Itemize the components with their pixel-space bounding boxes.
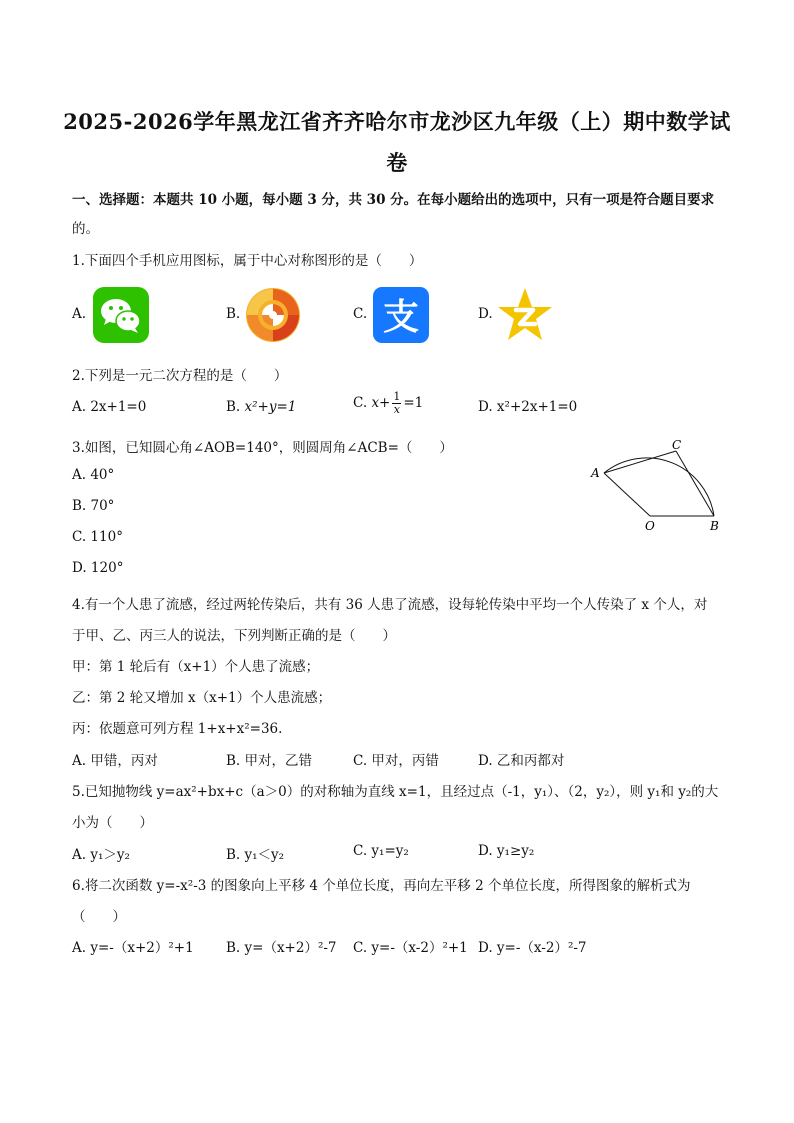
- circle-angle-figure: [588, 436, 728, 532]
- question-4-stem-continued: 于甲、乙、丙三人的说法，下列判断正确的是（ ）: [72, 628, 396, 644]
- question-2-stem: 2.下列是一元二次方程的是（ ）: [72, 368, 288, 384]
- point-b-label: B: [710, 519, 719, 532]
- wechat-icon: [92, 286, 150, 344]
- q6-option-a: A. y=-（x+2）²+1: [72, 940, 194, 956]
- q4-option-c: C. 甲对，丙错: [353, 753, 439, 769]
- section-heading-continued: 的。: [72, 221, 99, 237]
- q2-option-b: B. x²+y=1: [226, 399, 297, 415]
- q6-option-d: D. y=-（x-2）²-7: [478, 940, 587, 956]
- swirl-icon: [244, 286, 302, 344]
- q1-option-b-label: B.: [226, 306, 241, 322]
- section-heading: 一、选择题：本题共 10 小题，每小题 3 分，共 30 分。在每小题给出的选项中，只有一项是符合题目要求: [72, 192, 715, 208]
- q1-option-c-label: C.: [353, 306, 368, 322]
- question-4-stem: 4.有一个人患了流感，经过两轮传染后，共有 36 人患了流感，设每轮传染中平均一个人传染了 x 个人，对: [72, 597, 708, 613]
- point-o-label: O: [645, 519, 655, 532]
- question-6-stem-continued: （ ）: [72, 909, 126, 925]
- q5-option-a: A. y₁＞y₂: [72, 847, 130, 863]
- fraction: $\frac{1}{x}$: [393, 390, 401, 416]
- q3-option-a: A. 40°: [72, 467, 115, 483]
- q6-option-c: C. y=-（x-2）²+1: [353, 940, 468, 956]
- question-6-stem: 6.将二次函数 y=-x²-3 的图象向上平移 4 个单位长度，再向左平移 2 个单位长度，所得图象的解析式为: [72, 878, 691, 894]
- question-5-stem-continued: 小为（ ）: [72, 815, 153, 831]
- question-1-stem: 1.下面四个手机应用图标，属于中心对称图形的是（ ）: [72, 253, 423, 269]
- q5-option-b: B. y₁＜y₂: [226, 847, 285, 863]
- q4-option-b: B. 甲对，乙错: [226, 753, 313, 769]
- q2-option-a: A. 2x+1=0: [72, 399, 147, 415]
- question-5-stem: 5.已知抛物线 y=ax²+bx+c（a＞0）的对称轴为直线 x=1，且经过点（-1，y₁）、（2，y₂），则 y₁和 y₂的大: [72, 784, 719, 800]
- svg-text:支: 支: [382, 297, 420, 338]
- q5-option-c: C. y₁=y₂: [353, 843, 409, 859]
- question-3-stem: 3.如图，已知圆心角∠AOB=140°，则圆周角∠ACB=（ ）: [72, 440, 453, 456]
- q4-statement-jia: 甲：第 1 轮后有（x+1）个人患了流感；: [72, 659, 320, 675]
- alipay-icon: [372, 286, 430, 344]
- q3-option-c: C. 110°: [72, 529, 123, 545]
- point-a-label: A: [591, 466, 600, 480]
- q4-statement-bing: 丙：依题意可列方程 1+x+x²=36.: [72, 721, 283, 737]
- q3-option-d: D. 120°: [72, 560, 124, 576]
- page-title: 2025-2026学年黑龙江省齐齐哈尔市龙沙区九年级（上）期中数学试: [63, 109, 731, 134]
- page-title-continued: 卷: [386, 150, 408, 175]
- qq-zone-star-icon: [496, 286, 554, 344]
- q4-option-a: A. 甲错，丙对: [72, 753, 158, 769]
- q2-option-c: C. x+ $\frac{1}{x}$ =1: [353, 390, 424, 416]
- q5-option-d: D. y₁≥y₂: [478, 843, 535, 859]
- q6-option-b: B. y=（x+2）²-7: [226, 940, 337, 956]
- q1-option-a-label: A.: [72, 306, 87, 322]
- q4-option-d: D. 乙和丙都对: [478, 753, 565, 769]
- q3-option-b: B. 70°: [72, 498, 115, 514]
- point-c-label: C: [672, 438, 682, 452]
- q2-option-d: D. x²+2x+1=0: [478, 399, 578, 415]
- q4-statement-yi: 乙：第 2 轮又增加 x（x+1）个人患流感；: [72, 690, 332, 706]
- q1-option-d-label: D.: [478, 306, 493, 322]
